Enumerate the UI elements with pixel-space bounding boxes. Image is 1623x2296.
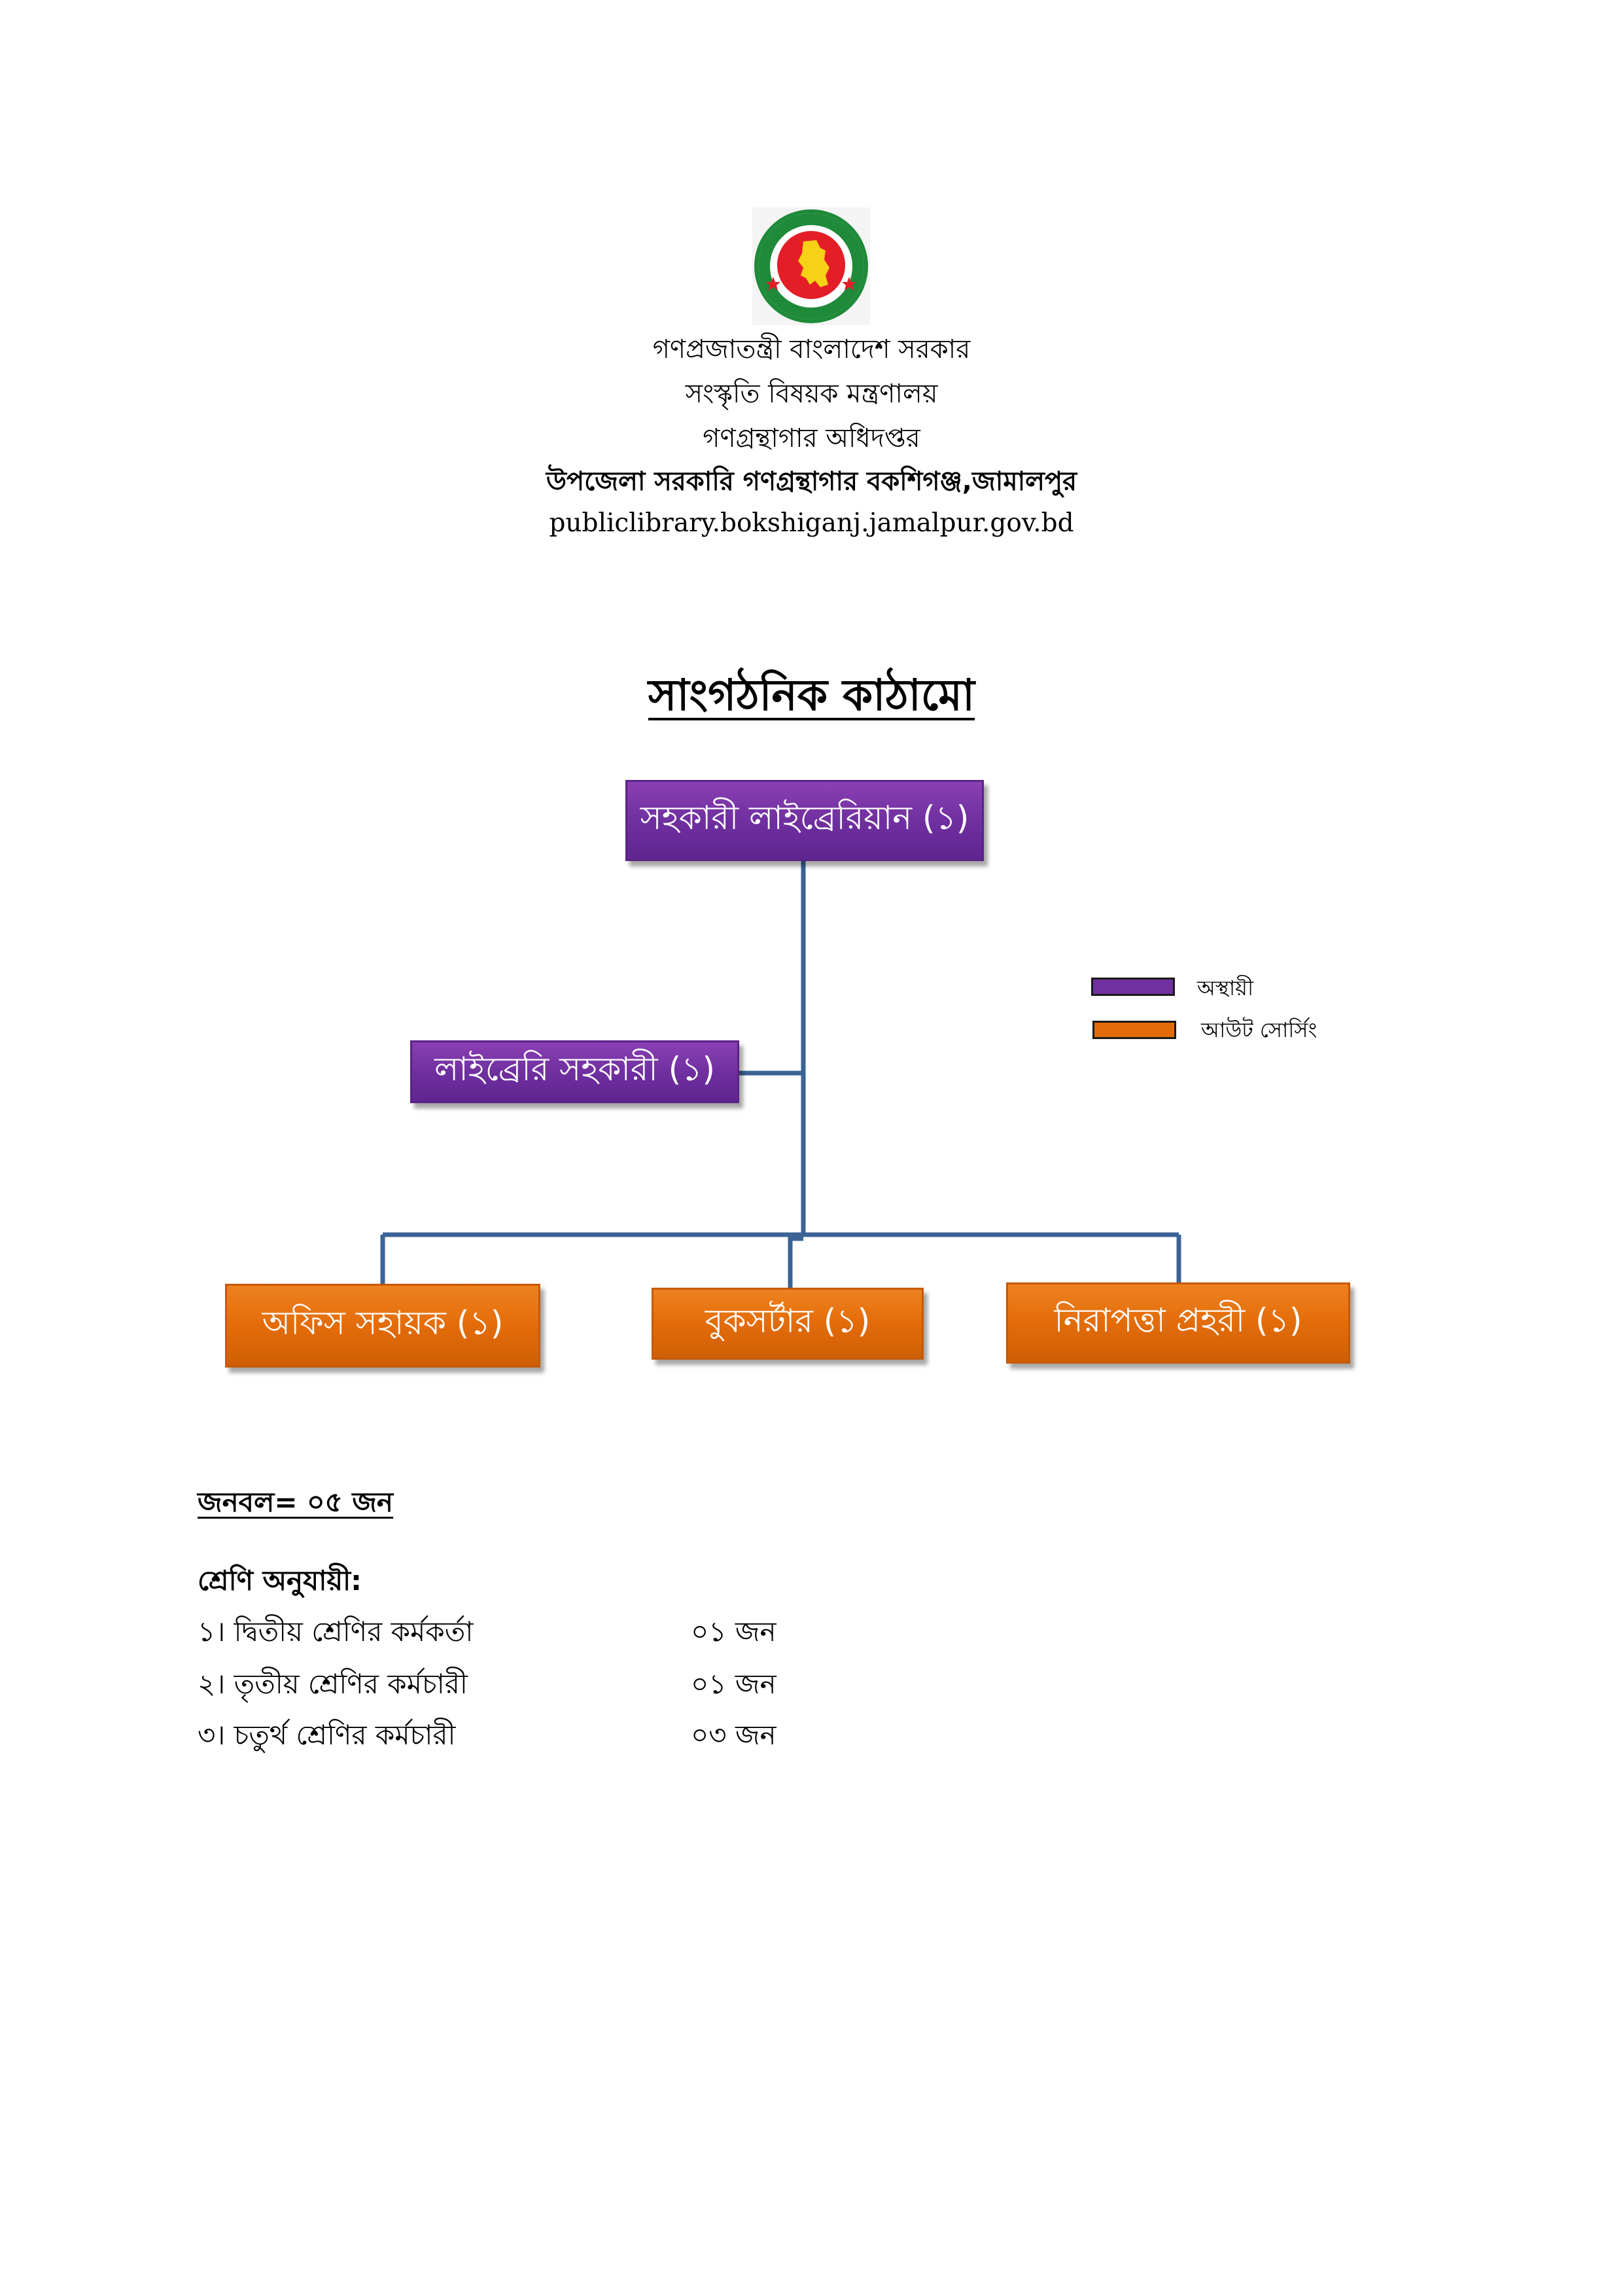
connector-bottom-center	[790, 1239, 803, 1288]
legend-swatch-temporary	[1091, 978, 1175, 996]
org-box-library-assistant-label: লাইব্রেরি সহকারী (১)	[434, 1050, 716, 1088]
directorate-name: গণগ্রন্থাগার অধিদপ্তর	[703, 423, 920, 453]
legend-swatch-outsourcing	[1092, 1021, 1176, 1039]
bangladesh-government-seal-icon	[752, 207, 870, 325]
legend-label-temporary: অস্থায়ী	[1197, 976, 1254, 1000]
class-row-label: ৩। চতুর্থ শ্রেণির কর্মচারী	[198, 1719, 456, 1751]
library-name: উপজেলা সরকারি গণগ্রন্থাগার বকশিগঞ্জ,জামালপুর	[546, 467, 1077, 497]
class-row-label: ১। দ্বিতীয় শ্রেণির কর্মকর্তা	[198, 1616, 474, 1648]
ministry-name: সংস্কৃতি বিষয়ক মন্ত্রণালয়	[685, 379, 938, 409]
legend-label-outsourcing: আউট সোর্সিং	[1201, 1017, 1318, 1042]
org-box-assistant-librarian	[625, 780, 984, 861]
manpower-total: জনবল= ০৫ জন	[198, 1486, 393, 1518]
org-box-assistant-librarian-label: সহকারী লাইব্রেরিয়ান (১)	[640, 798, 969, 837]
org-box-office-assistant-label: অফিস সহায়ক (১)	[262, 1303, 504, 1342]
page-title-text: সাংগঠনিক কাঠামো	[648, 670, 975, 720]
org-box-library-assistant	[410, 1040, 739, 1103]
class-row-label: ২। তৃতীয় শ্রেণির কর্মচারী	[198, 1668, 468, 1700]
class-row-count: ০১ জন	[691, 1616, 777, 1648]
page-title	[0, 666, 1623, 725]
website-url: publiclibrary.bokshiganj.jamalpur.gov.bd	[549, 508, 1074, 538]
org-box-office-assistant	[225, 1284, 540, 1368]
government-name: গণপ্রজাতন্ত্রী বাংলাদেশ সরকার	[652, 334, 971, 364]
org-box-book-sorter	[652, 1288, 924, 1360]
class-row-count: ০৩ জন	[691, 1719, 777, 1751]
class-breakdown-heading: শ্রেণি অনুযায়ী:	[198, 1564, 362, 1597]
org-box-security-guard-label: নিরাপত্তা প্রহরী (১)	[1054, 1301, 1302, 1339]
org-box-security-guard	[1006, 1282, 1350, 1364]
org-box-book-sorter-label: বুকসর্টার (১)	[705, 1301, 871, 1340]
class-row-count: ০১ জন	[691, 1668, 777, 1700]
